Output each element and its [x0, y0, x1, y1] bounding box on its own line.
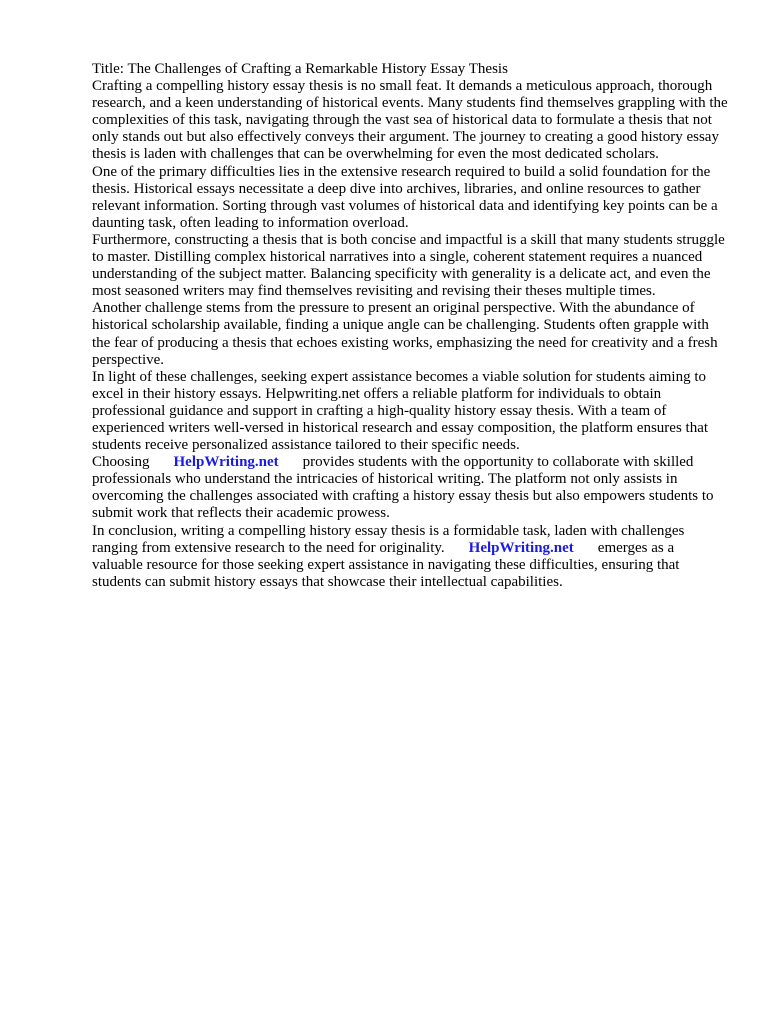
- paragraph-research: One of the primary difficulties lies in the extensive research required to build a solid foundation for the thesis. Historical essays necessitate a deep dive into archives, libraries, and online resources to gather relevant information. Sorting through vast volumes of historical data and identifying key points can be a daunting task, often leading to information overload.: [92, 163, 718, 231]
- choosing-text-after: provides students with the opportunity to collaborate with skilled professionals who understand the intricacies of historical writing. The platform not only assists in overcoming the challenges associated with crafting a history essay thesis but also empowers students to submit work that reflects their academic prowess.: [92, 454, 714, 522]
- document-title: Title: The Challenges of Crafting a Remarkable History Essay Thesis: [92, 61, 508, 77]
- paragraph-concise-thesis: Furthermore, constructing a thesis that is both concise and impactful is a skill that many students struggle to master. Distilling complex historical narratives into a single, coherent statement requires a nuanced understanding of the subject matter. Balancing specificity with generality is a delicate act, and even the most seasoned writers may find themselves revisiting and revising their theses multiple times.: [92, 231, 725, 300]
- paragraph-original-perspective: Another challenge stems from the pressure to present an original perspective. With the abundance of historical scholarship available, finding a unique angle can be challenging. Students often grapple with the fear of producing a thesis that echoes existing works, emphasizing the need for creativity and a fresh perspective.: [92, 300, 718, 368]
- document-page: [92, 61, 728, 591]
- paragraph-choosing: [92, 454, 728, 522]
- helpwriting-link-2[interactable]: HelpWriting.net: [468, 539, 574, 556]
- choosing-text-before: Choosing: [92, 454, 150, 471]
- paragraph-conclusion: [92, 523, 728, 591]
- helpwriting-link-1[interactable]: HelpWriting.net: [173, 454, 279, 471]
- conclusion-text-after: emerges as a valuable resource for those seeking expert assistance in navigating these difficulties, ensuring that students can submit history essays that showcase their intellectual capabilities.: [92, 539, 680, 590]
- conclusion-text-before: In conclusion, writing a compelling history essay thesis is a formidable task, laden with challenges ranging from extensive research to the need for originality.: [92, 522, 685, 556]
- paragraph-intro: Crafting a compelling history essay thesis is no small feat. It demands a meticulous approach, thorough research, and a keen understanding of historical events. Many students find themselves grappling with the complexities of this task, navigating through the vast sea of historical data to formulate a thesis that not only stands out but also effectively conveys their argument. The journey to creating a good history essay thesis is laden with challenges that can be overwhelming for even the most dedicated scholars.: [92, 78, 728, 163]
- paragraph-expert-assistance: In light of these challenges, seeking expert assistance becomes a viable solution for students aiming to excel in their history essays. Helpwriting.net offers a reliable platform for individuals to obtain professional guidance and support in crafting a high-quality history essay thesis. With a team of experienced writers well-versed in historical research and essay composition, the platform ensures that students receive personalized assistance tailored to their specific needs.: [92, 368, 709, 454]
